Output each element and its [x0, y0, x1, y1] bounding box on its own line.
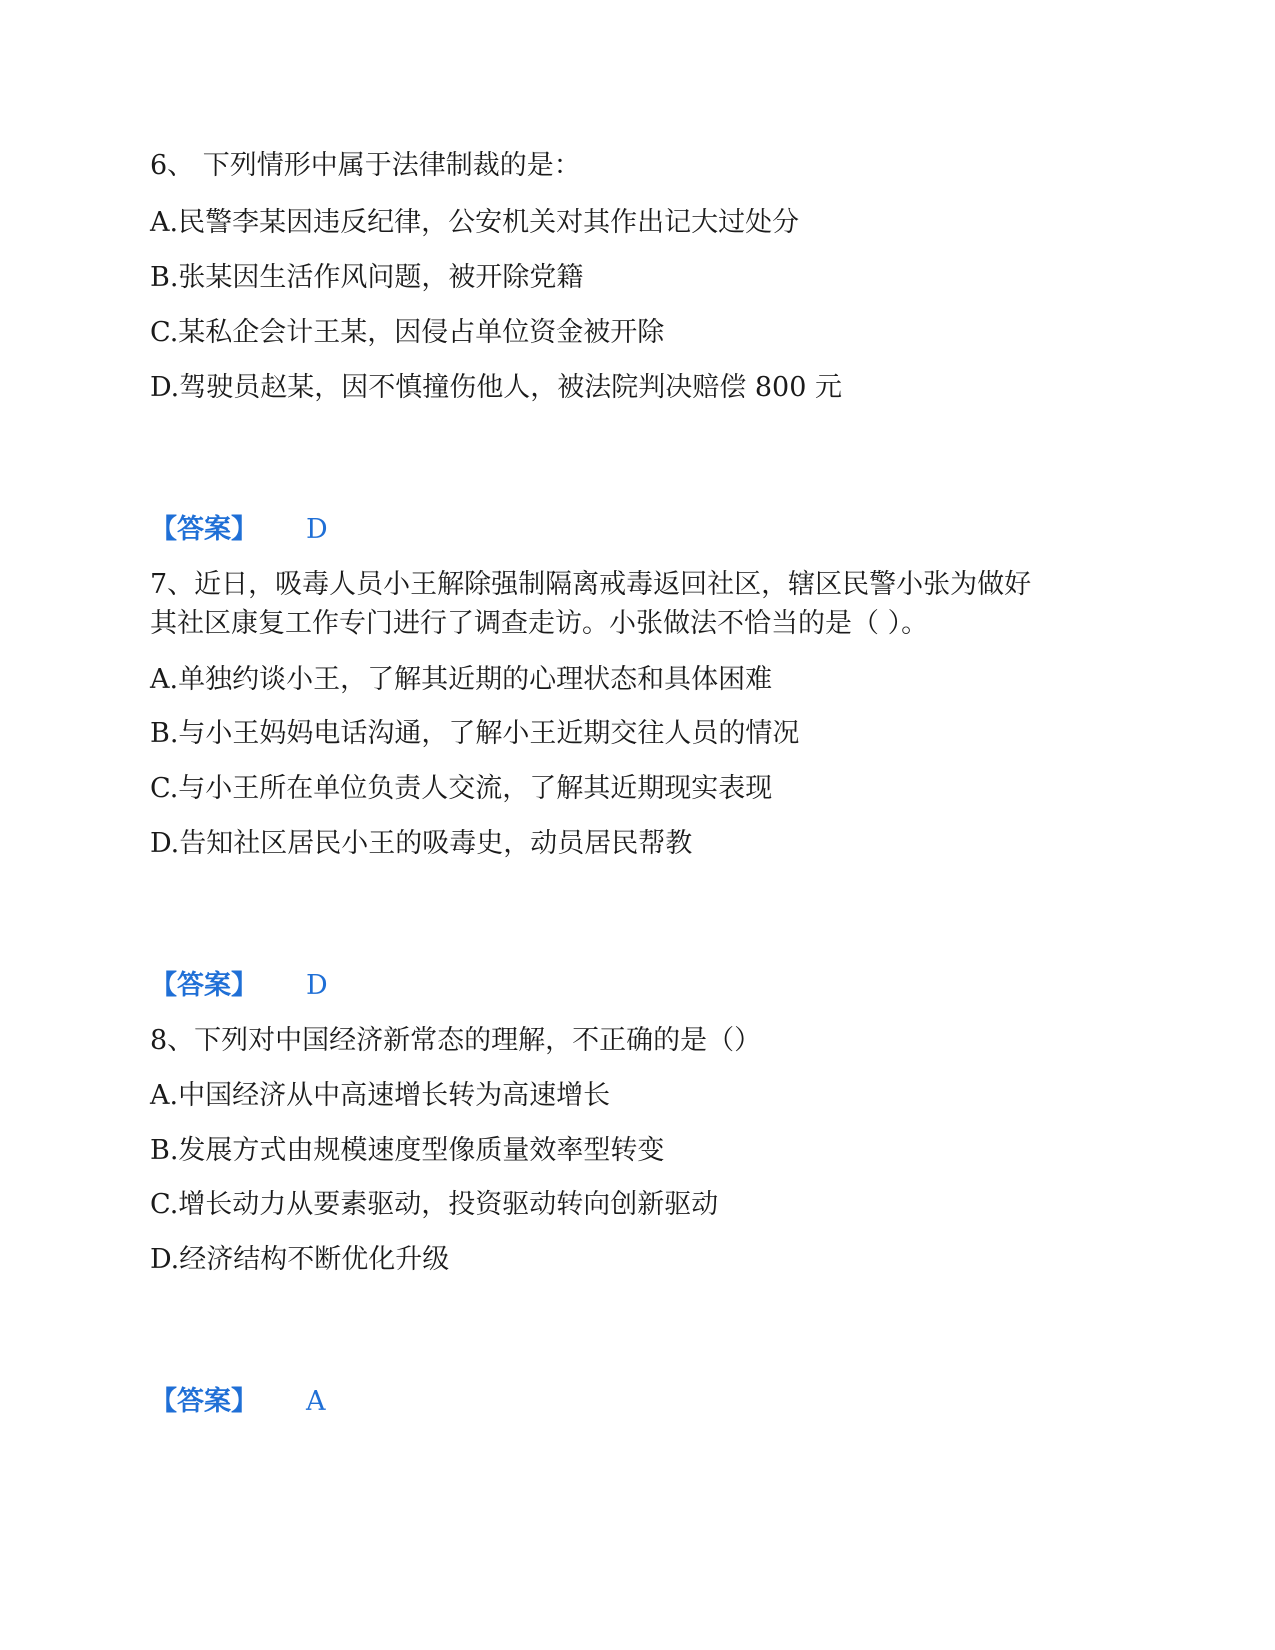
question-7-option-b: B.与小王妈妈电话沟通，了解小王近期交往人员的情况 [150, 718, 800, 749]
question-6-option-a: A.民警李某因违反纪律，公安机关对其作出记大过处分 [150, 207, 800, 238]
question-7-option-d: D.告知社区居民小王的吸毒史，动员居民帮教 [150, 828, 693, 859]
question-7-stem-line-2: 其社区康复工作专门进行了调查走访。小张做法不恰当的是（ ）。 [150, 608, 929, 639]
question-6-option-d: D.驾驶员赵某，因不慎撞伤他人，被法院判决赔偿 800 元 [150, 372, 842, 403]
question-8-answer [150, 1384, 326, 1420]
answer-letter: A [306, 1386, 326, 1417]
question-7-stem-line-1: 7、近日，吸毒人员小王解除强制隔离戒毒返回社区，辖区民警小张为做好 [150, 569, 1032, 600]
answer-label: 【答案】 [150, 1386, 258, 1417]
question-7-answer [150, 968, 328, 1004]
question-6-stem: 6、 下列情形中属于法律制裁的是： [150, 150, 581, 181]
question-6-answer [150, 512, 328, 548]
answer-letter: D [306, 514, 328, 545]
question-6-option-b: B.张某因生活作风问题，被开除党籍 [150, 262, 584, 293]
question-7-option-c: C.与小王所在单位负责人交流，了解其近期现实表现 [150, 773, 773, 804]
answer-label: 【答案】 [150, 970, 258, 1001]
question-8-stem: 8、下列对中国经济新常态的理解，不正确的是（） [150, 1025, 762, 1056]
question-8-option-c: C.增长动力从要素驱动，投资驱动转向创新驱动 [150, 1189, 719, 1220]
question-8-option-d: D.经济结构不断优化升级 [150, 1244, 450, 1275]
question-8-option-b: B.发展方式由规模速度型像质量效率型转变 [150, 1135, 665, 1166]
question-6-option-c: C.某私企会计王某，因侵占单位资金被开除 [150, 317, 665, 348]
question-8-option-a: A.中国经济从中高速增长转为高速增长 [150, 1080, 611, 1111]
answer-letter: D [306, 970, 328, 1001]
question-7-option-a: A.单独约谈小王，了解其近期的心理状态和具体困难 [150, 664, 773, 695]
answer-label: 【答案】 [150, 514, 258, 545]
